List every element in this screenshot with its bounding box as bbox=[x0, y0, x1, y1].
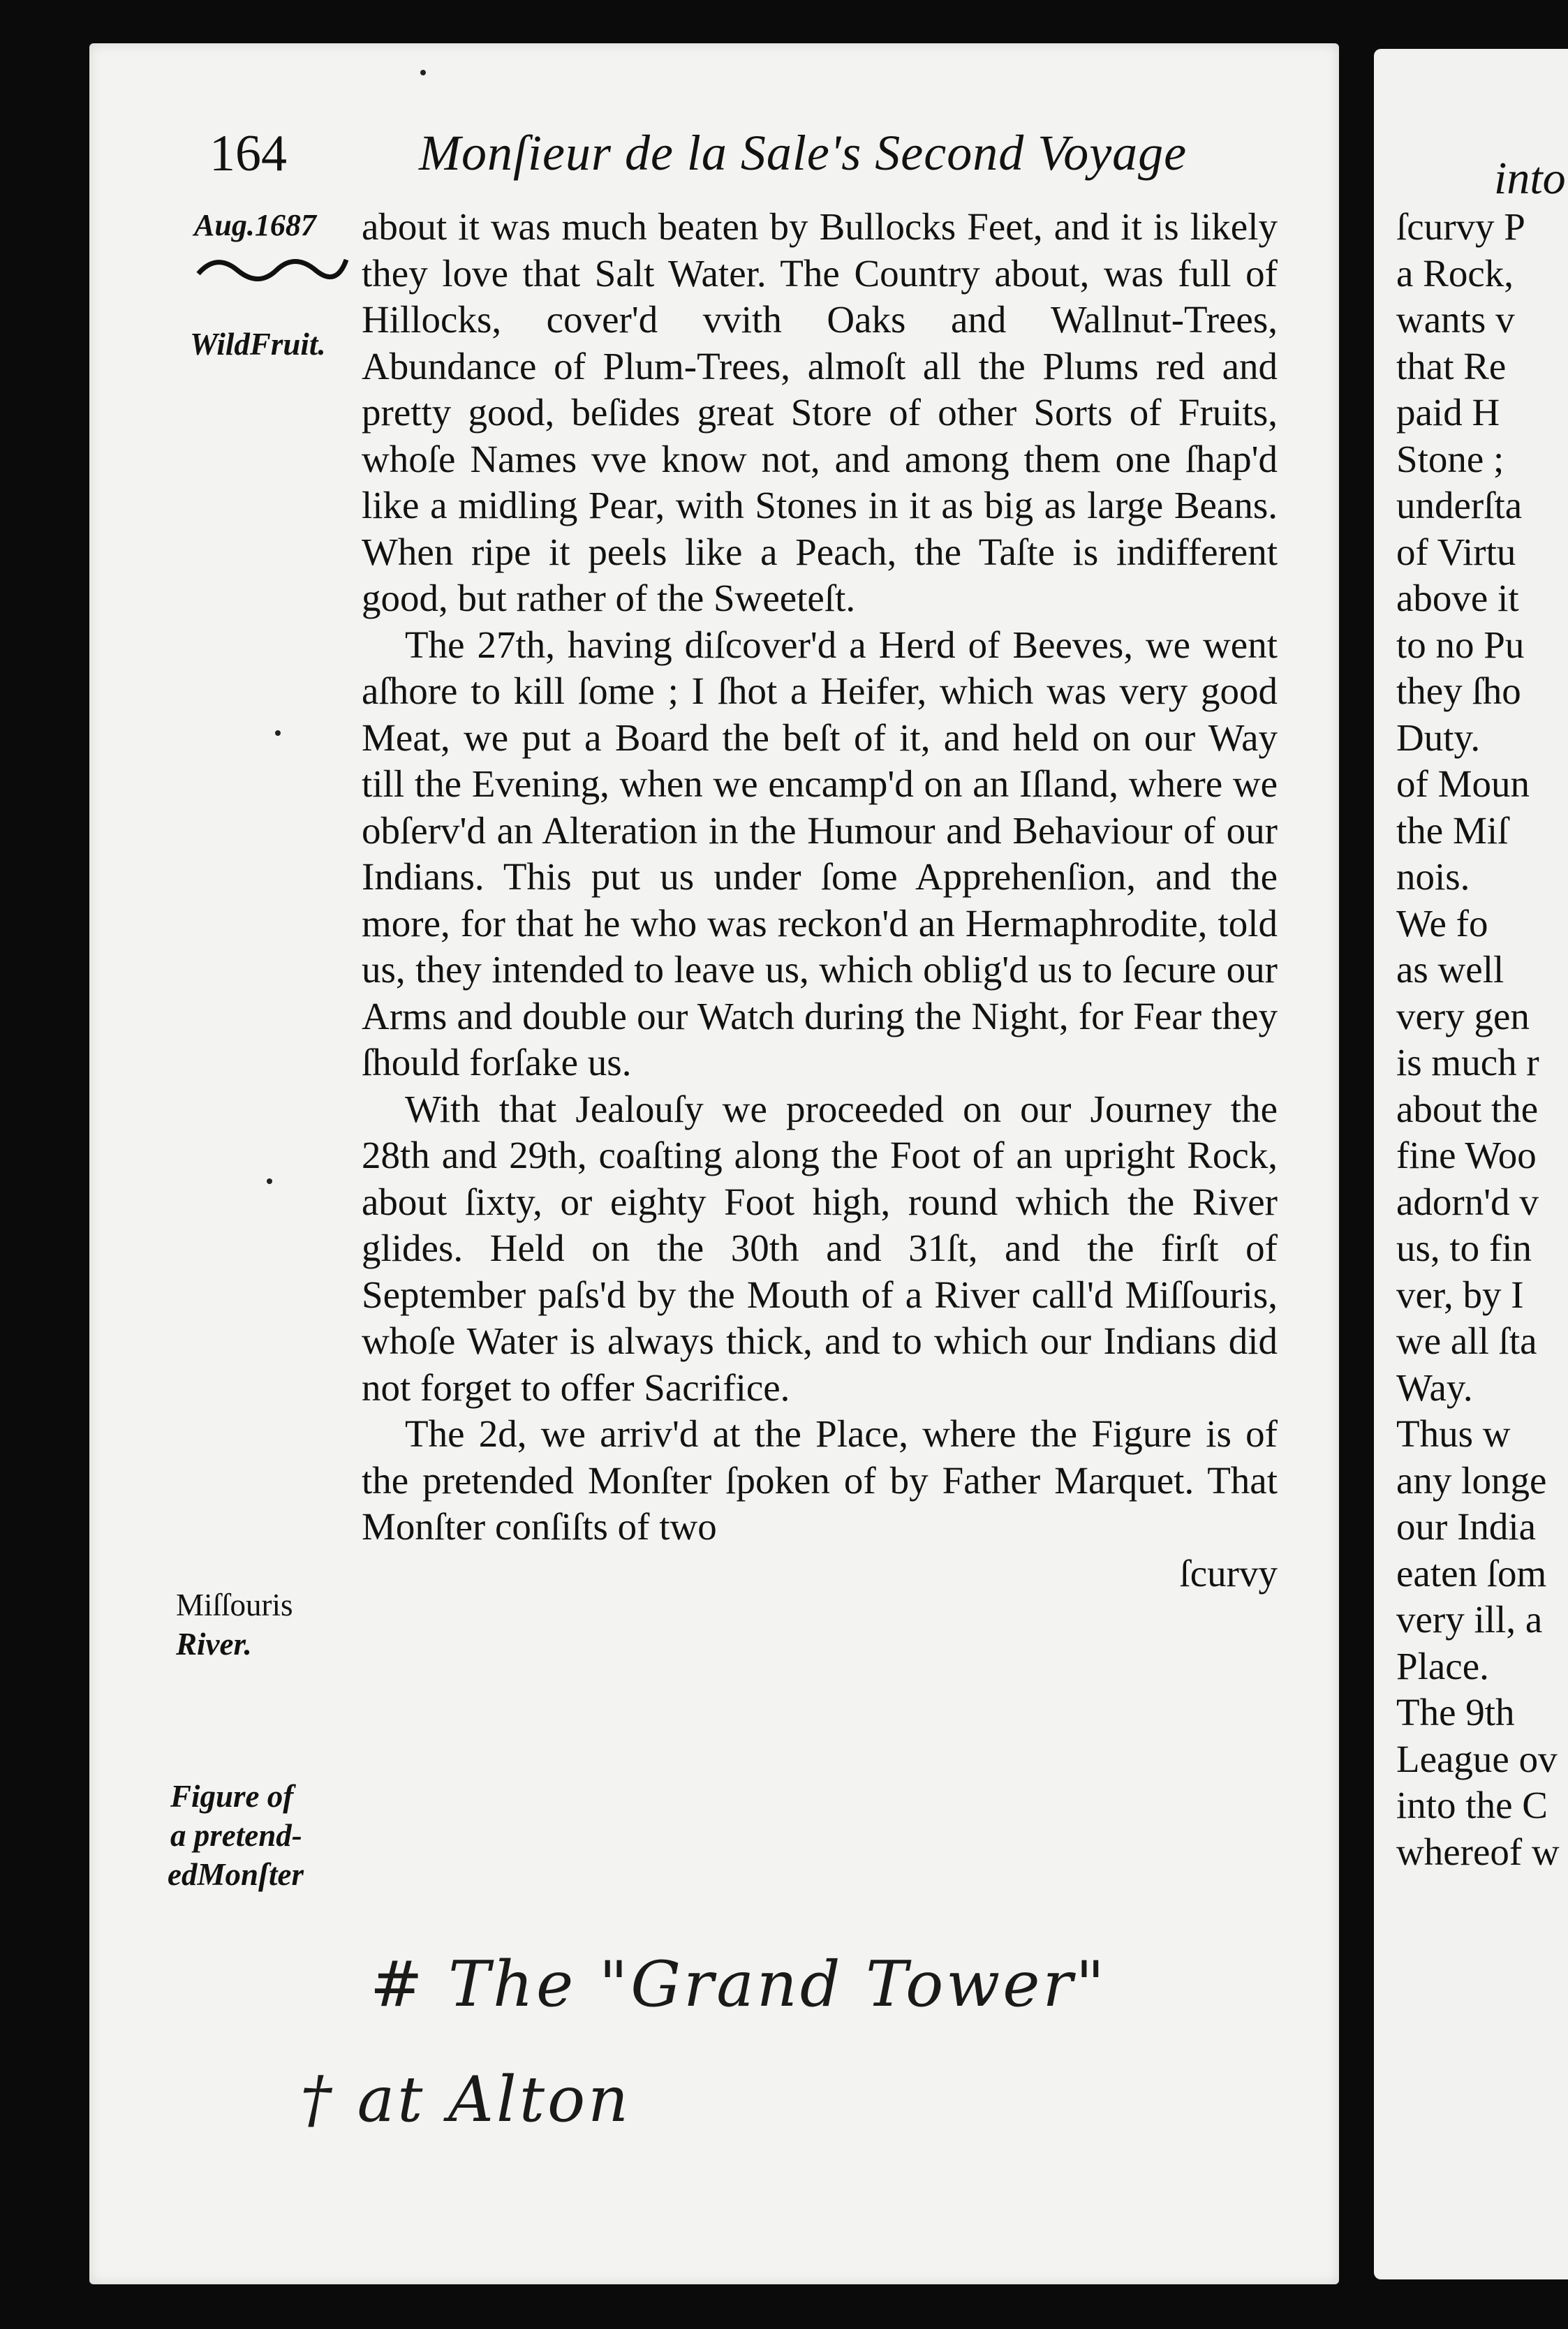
right-page-line: of Virtu bbox=[1396, 530, 1516, 573]
right-page-line: ſcurvy P bbox=[1396, 205, 1525, 248]
page-header bbox=[209, 124, 1236, 201]
right-page-line: Way. bbox=[1396, 1366, 1473, 1409]
right-page-line: a Rock, bbox=[1396, 251, 1514, 295]
right-page-line: any longe bbox=[1396, 1458, 1547, 1502]
right-page-text bbox=[1396, 204, 1560, 1875]
right-page-line: very gen bbox=[1396, 994, 1530, 1037]
right-page-line: adorn'd v bbox=[1396, 1180, 1539, 1223]
right-page-line: the Miſ bbox=[1396, 808, 1509, 852]
right-page-line: The 9th bbox=[1396, 1691, 1515, 1733]
right-page-line: about the bbox=[1396, 1087, 1539, 1130]
stray-mark bbox=[267, 1178, 272, 1184]
paragraph: The 27th, having diſcover'd a Herd of Beeves, we went aſhore to kill ſome ; I ſhot a Heifer, which was very good Meat, we put a Board the beſt of it, and held on our Way till the Evening, when we encamp'd on an Iſland, where we obſerv'd an Alteration in the Humour and Behaviour of our Indians. This put us under ſome Apprehenſion, and the more, for that he who was reckon'd an Hermaphrodite, told us, they intended to leave us, which oblig'd us to ſecure our Arms and double our Watch during the Night, for Fear they ſhould forſake us. bbox=[362, 623, 1278, 1084]
right-page-line: they ſho bbox=[1396, 670, 1521, 712]
right-page-line: Duty. bbox=[1396, 716, 1481, 759]
right-page-line: Stone ; bbox=[1396, 437, 1504, 480]
margin-date: Aug.1687 bbox=[194, 208, 316, 242]
right-page-line: we all ſta bbox=[1396, 1319, 1537, 1362]
right-page-line: to no Pu bbox=[1396, 623, 1525, 666]
wave-ornament bbox=[195, 246, 349, 288]
right-page-line: our India bbox=[1396, 1505, 1537, 1548]
paragraph: The 2d, we arriv'd at the Place, where the Figure is of the pretended Monſter ſpoken of by Father Marquet. That Monſter conſiſts of two bbox=[362, 1412, 1278, 1548]
right-page-line: us, to fin bbox=[1396, 1227, 1532, 1269]
right-page-line: League ov bbox=[1396, 1737, 1558, 1780]
catchword: ſcurvy bbox=[1179, 1551, 1278, 1595]
right-page-line: eaten ſom bbox=[1396, 1551, 1547, 1595]
stray-mark bbox=[275, 730, 281, 736]
right-running-head: into bbox=[1494, 153, 1566, 204]
right-page-line: Place. bbox=[1396, 1644, 1489, 1687]
right-page-line: as well bbox=[1396, 948, 1504, 991]
right-page-line: above it bbox=[1396, 577, 1519, 619]
margin-figure-2: a pretend- bbox=[170, 1818, 302, 1853]
stray-mark bbox=[420, 70, 426, 75]
right-page-line: underſta bbox=[1396, 484, 1523, 526]
right-page-line: paid H bbox=[1396, 391, 1500, 434]
right-page-line: ver, by I bbox=[1396, 1273, 1524, 1316]
right-page-line: Thus w bbox=[1396, 1412, 1511, 1455]
margin-river: River. bbox=[176, 1627, 252, 1662]
right-page-line: wants v bbox=[1396, 298, 1515, 341]
right-page-line: of Moun bbox=[1396, 762, 1530, 805]
running-head: Monſieur de la Sale's Second Voyage bbox=[419, 125, 1188, 181]
margin-wild-fruit: WildFruit. bbox=[190, 327, 326, 362]
margin-missouris: Miſſouris bbox=[176, 1588, 293, 1622]
body-text bbox=[362, 204, 1278, 1597]
paragraph: With that Jealouſy we proceeded on our Journey the 28th and 29th, coaſting along the Foot of an upright Rock, about ſixty, or eighty Foot high, round which the River glides. Held on the 30th and 31ſt, and the firſt of September paſs'd by the Mouth of a River call'd Miſſouris, whoſe Water is always thick, and to which our Indians did not forget to offer Sacrifice. bbox=[362, 1087, 1278, 1409]
right-page-line: fine Woo bbox=[1396, 1134, 1537, 1176]
handwritten-note: † at Alton bbox=[300, 2063, 632, 2136]
right-page-line: very ill, a bbox=[1396, 1598, 1543, 1641]
paragraph: about it was much beaten by Bullocks Feet, and it is likely they love that Salt Water. The Country about, was full of Hillocks, cover'd vvith Oaks and Wallnut-Trees, Abundance of Plum-Trees, almoſt all the Plums red and pretty good, beſides great Store of other Sorts of Fruits, whoſe Names vve know not, and among them one ſhap'd like a midling Pear, with Stones in it as big as large Beans. When ripe it peels like a Peach, the Taſte is indifferent good, but rather of the Sweeteſt. bbox=[362, 205, 1278, 619]
right-page-line: We fo bbox=[1396, 901, 1488, 945]
page-number: 164 bbox=[209, 125, 287, 182]
margin-figure-1: Figure of bbox=[170, 1779, 294, 1814]
right-page-line: is much r bbox=[1396, 1041, 1539, 1084]
margin-figure-3: edMonſter bbox=[168, 1857, 304, 1892]
right-page-line: into the C bbox=[1396, 1784, 1548, 1826]
right-page-line: whereof w bbox=[1396, 1830, 1560, 1873]
right-page-line: nois. bbox=[1396, 855, 1470, 898]
right-page-line: that Re bbox=[1396, 344, 1507, 387]
handwritten-note: # The "Grand Tower" bbox=[370, 1948, 1107, 2021]
